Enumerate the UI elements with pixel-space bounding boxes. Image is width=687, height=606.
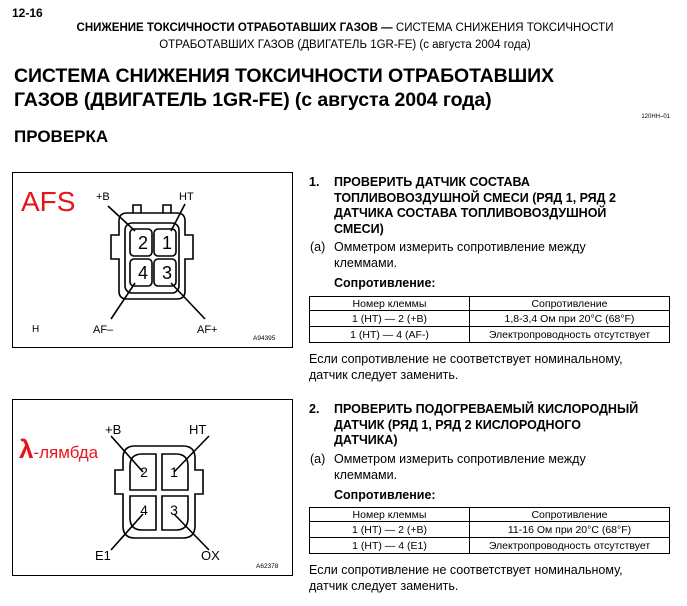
step-2-note-line: датчик следует заменить. <box>309 578 459 593</box>
afs-tag: AFS <box>21 186 76 217</box>
step-2-note <box>309 563 623 594</box>
o2-pin-1: 1 <box>170 464 178 480</box>
step-1-title <box>334 175 616 237</box>
step-2-instruction-line: Омметром измерить сопротивление между <box>334 452 586 466</box>
page-number: 12-16 <box>12 6 43 20</box>
o2-connector-diagram <box>12 399 293 576</box>
step-1-title-line: ПРОВЕРИТЬ ДАТЧИК СОСТАВА <box>334 175 530 189</box>
running-header-rest: СИСТЕМА СНИЖЕНИЯ ТОКСИЧНОСТИ <box>392 22 614 34</box>
table-cell: 1 (HT) — 2 (+B) <box>310 311 470 327</box>
table-row <box>310 538 670 554</box>
step-1-note-line: датчик следует заменить. <box>309 367 459 382</box>
step-2-sub-marker: (a) <box>310 452 326 466</box>
page-title <box>14 64 554 112</box>
step-1-note <box>309 352 623 383</box>
step-1-instruction-line: Омметром измерить сопротивление между <box>334 240 586 254</box>
table-row <box>310 327 670 343</box>
step-2-note-line: Если сопротивление не соответствует номинальному, <box>309 563 623 577</box>
table-header-row <box>310 508 670 522</box>
step-1-instruction-line: клеммами. <box>334 255 398 270</box>
document-code: 120HH–01 <box>641 114 670 120</box>
afs-connector-diagram <box>12 172 293 348</box>
step-1-sub-marker: (a) <box>310 240 326 254</box>
running-header <box>20 20 670 54</box>
step-2-resistance-table <box>309 507 670 554</box>
afs-figure-id: A94395 <box>253 335 276 342</box>
afs-label-ht: HT <box>179 191 194 203</box>
table-cell: Электропроводность отсутствует <box>470 538 670 554</box>
table-row <box>310 522 670 538</box>
step-2-instruction <box>334 452 586 483</box>
table-cell: Электропроводность отсутствует <box>470 327 670 343</box>
table-cell: 1,8-3,4 Ом при 20°C (68°F) <box>470 311 670 327</box>
running-header-line1 <box>20 20 670 37</box>
afs-pin-1: 1 <box>161 233 172 253</box>
running-header-line2: ОТРАБОТАВШИХ ГАЗОВ (ДВИГАТЕЛЬ 1GR-FE) (с августа 2004 года) <box>159 39 531 51</box>
afs-label-af-minus: AF– <box>93 324 114 336</box>
step-2-title-line: ПРОВЕРИТЬ ПОДОГРЕВАЕМЫЙ КИСЛОРОДНЫЙ <box>334 402 639 416</box>
table-cell: 11-16 Ом при 20°C (68°F) <box>470 522 670 538</box>
step-1-note-line: Если сопротивление не соответствует номинальному, <box>309 352 623 366</box>
step-2-instruction-line: клеммами. <box>334 467 398 482</box>
table-header-cell: Сопротивление <box>470 508 670 522</box>
o2-pin-4: 4 <box>140 502 148 518</box>
running-header-bold: СНИЖЕНИЕ ТОКСИЧНОСТИ ОТРАБОТАВШИХ ГАЗОВ — <box>76 22 393 34</box>
step-1-title-line: СМЕСИ) <box>334 221 384 236</box>
table-cell: 1 (HT) — 2 (+B) <box>310 522 470 538</box>
o2-label-ht: HT <box>189 422 207 437</box>
o2-figure-id: A62378 <box>256 563 279 570</box>
afs-pin-3: 3 <box>161 263 172 283</box>
step-1-resistance-label: Сопротивление: <box>334 276 436 290</box>
table-row <box>310 311 670 327</box>
section-heading: ПРОВЕРКА <box>14 127 109 146</box>
o2-label-e1: E1 <box>95 548 111 563</box>
step-1-title-line: ДАТЧИКА СОСТАВА ТОПЛИВОВОЗДУШНОЙ <box>334 206 607 220</box>
table-header-cell: Номер клеммы <box>310 508 470 522</box>
afs-pin-4: 4 <box>137 263 148 283</box>
step-1-title-line: ТОПЛИВОВОЗДУШНОЙ СМЕСИ (РЯД 1, РЯД 2 <box>334 190 616 205</box>
step-2-title-line: ДАТЧИК (РЯД 1, РЯД 2 КИСЛОРОДНОГО <box>334 417 581 432</box>
o2-pin-3: 3 <box>170 502 178 518</box>
afs-side-mark: H <box>32 324 40 335</box>
o2-pin-2: 2 <box>140 464 148 480</box>
step-2-resistance-label: Сопротивление: <box>334 488 436 502</box>
o2-label-ox: OX <box>201 548 220 563</box>
page-title-line1: СИСТЕМА СНИЖЕНИЯ ТОКСИЧНОСТИ ОТРАБОТАВШИХ <box>14 65 554 87</box>
step-1-instruction <box>334 240 586 271</box>
step-2-number: 2. <box>309 402 320 416</box>
table-header-row <box>310 297 670 311</box>
step-1-resistance-table <box>309 296 670 343</box>
page-title-line2: ГАЗОВ (ДВИГАТЕЛЬ 1GR-FE) (с августа 2004 года) <box>14 89 492 111</box>
o2-label-plus-b: +B <box>105 422 122 437</box>
table-cell: 1 (HT) — 4 (E1) <box>310 538 470 554</box>
afs-label-af-plus: AF+ <box>197 324 218 336</box>
step-2-title-line: ДАТЧИКА) <box>334 433 398 447</box>
lambda-symbol: λ <box>19 434 34 464</box>
step-2-title <box>334 402 638 449</box>
table-cell: 1 (HT) — 4 (AF-) <box>310 327 470 343</box>
lambda-tag-text: -лямбда <box>33 443 99 462</box>
afs-pin-2: 2 <box>137 233 148 253</box>
o2-connector-drawing <box>13 400 292 575</box>
table-header-cell: Номер клеммы <box>310 297 470 311</box>
lambda-tag <box>19 434 98 465</box>
table-header-cell: Сопротивление <box>470 297 670 311</box>
afs-label-plus-b: +B <box>96 191 110 203</box>
step-1-number: 1. <box>309 175 320 189</box>
